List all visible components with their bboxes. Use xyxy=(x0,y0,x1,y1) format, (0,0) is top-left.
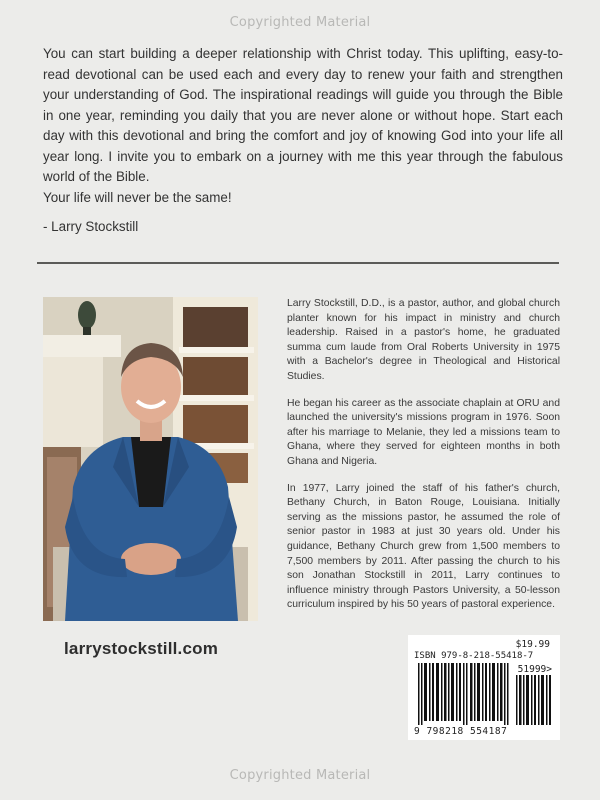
barcode-icon xyxy=(414,663,554,725)
barcode-panel xyxy=(408,635,560,740)
divider-line xyxy=(37,262,559,264)
ean-number: 9 798218 554187 xyxy=(414,726,508,737)
bio-paragraph: He began his career as the associate chaplain at ORU and launched the university's missions program in 1976. Soon after his marriage to Melanie, they led a missions team to Ghana, where they served for eighteen months in both Ghana and Nigeria. xyxy=(287,397,560,467)
isbn-label: ISBN 979-8-218-55418-7 xyxy=(414,651,534,661)
blurb-closing: Your life will never be the same! xyxy=(43,189,232,205)
price-addon-code: 51999> xyxy=(517,664,552,675)
back-cover-blurb xyxy=(43,44,563,208)
price-label: $19.99 xyxy=(515,639,550,650)
copyright-watermark-top: Copyrighted Material xyxy=(229,15,371,30)
copyright-watermark-bottom: Copyrighted Material xyxy=(229,768,371,783)
bio-paragraph: In 1977, Larry joined the staff of his father's church, Bethany Church, in Baton Rouge, Louisiana. Initially serving as the missions pastor, he assumed the role of senior pastor in 1983 at just 30 years old. Under his guidance, Bethany Church grew from 1,500 members to 7,500 members by 2011. After passing the church to his son Jonathan Stockstill in 2011, Larry continues to influence ministry through Pastors University, a 50-lesson curriculum inspired by his 50 years of pastoral experience. xyxy=(287,482,560,611)
author-signoff: - Larry Stockstill xyxy=(43,219,139,234)
author-website: larrystockstill.com xyxy=(64,639,219,658)
author-portrait-icon xyxy=(43,297,258,621)
bio-paragraph: Larry Stockstill, D.D., is a pastor, author, and global church planter known for his impact in ministry and church leadership. Raised in a pastor's home, he graduated summa cum laude from Oral Roberts University in 1975 with a Bachelor's degree in Theological and Historical Studies. xyxy=(287,298,560,382)
author-photo xyxy=(43,297,258,621)
blurb-paragraph: You can start building a deeper relationship with Christ today. This uplifting, easy-to-read devotional can be used each and every day to renew your faith and strengthen your understanding of God. The inspirational readings will guide you through the Bible in one year, reminding you daily that you are never alone or without hope. Start each day with this devotional and bring the comfort and joy of knowing God into your life all year long. I invite you to embark on a journey with me this year through the fabulous world of the Bible. xyxy=(43,46,563,184)
author-bio xyxy=(287,297,560,625)
